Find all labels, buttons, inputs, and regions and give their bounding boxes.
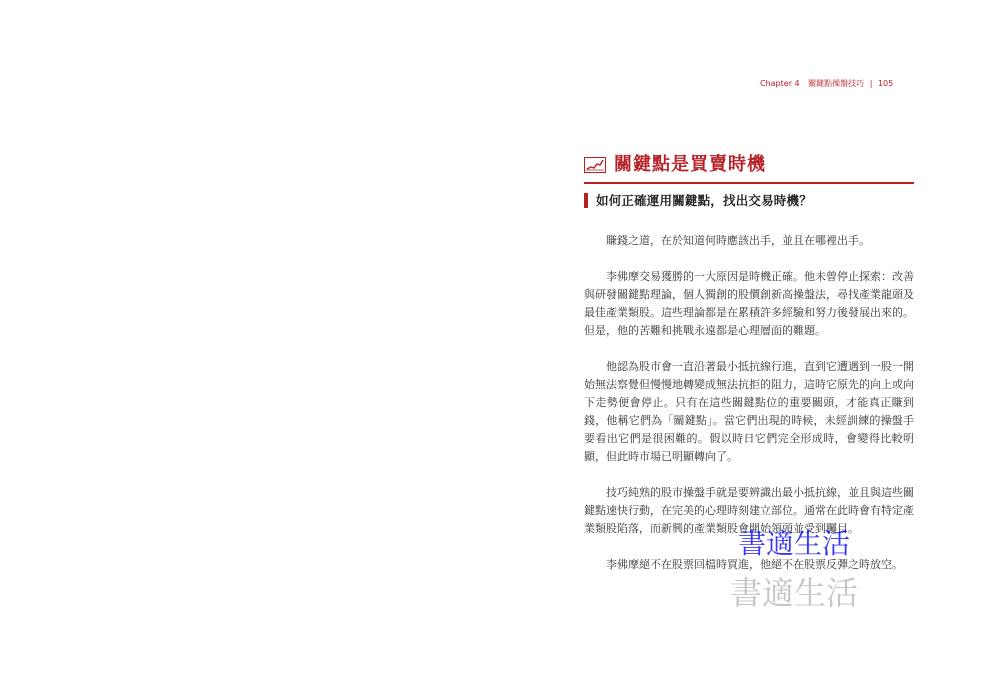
paragraph: 賺錢之道，在於知道何時應該出手，並且在哪裡出手。 xyxy=(606,234,870,247)
watermark-line-2: 書適生活 xyxy=(730,574,859,612)
header-separator: | xyxy=(869,79,873,88)
paragraph: 李佛摩交易獲勝的一大原因是時機正確。他未曾停止探索：改善與研發關鍵點理論，個人獨創的股價創新高操盤法，尋找產業龍頭及最佳產業類股。這些理論都是在累積許多經驗和努力後發展出來的。但是，他的苦難和挑戰永遠都是心理層面的難題。 xyxy=(584,270,914,337)
section-heading xyxy=(584,150,914,184)
section-rule xyxy=(584,182,914,184)
paragraph: 他認為股市會一直沿著最小抵抗線行進，直到它遭遇到一股一開始無法察覺但慢慢地轉變成無法抗拒的阻力，這時它原先的向上或向下走勢便會停止。只有在這些關鍵點位的重要關頭，才能真正賺到錢，他稱它們為「關鍵點」。當它們出現的時候，未經訓練的操盤手要看出它們是很困難的。假以時日它們完全形成時，會變得比較明顯，但此時市場已明顯轉向了。 xyxy=(584,360,914,463)
section-title: 關鍵點是買賣時機 xyxy=(614,154,766,175)
subheading-bar xyxy=(584,193,588,208)
page-number: 105 xyxy=(877,79,894,88)
chart-trend-icon xyxy=(584,157,606,173)
watermark-line-1: 書適生活 xyxy=(738,527,851,560)
subheading-text: 如何正確運用關鍵點，找出交易時機？ xyxy=(596,193,812,208)
chapter-label: Chapter 4 xyxy=(760,79,800,88)
chapter-title: 關鍵點操盤技巧 xyxy=(808,79,865,88)
subheading xyxy=(584,191,812,209)
paragraph: 技巧純熟的股市操盤手就是要辨識出最小抵抗線，並且與這些關鍵點速快行動，在完美的心理時刻建立部位。通常在此時會有特定產業類股陷落，而新興的產業類股會開始領頭並受到矚目。 xyxy=(584,486,914,535)
body-text xyxy=(584,232,914,592)
running-header xyxy=(760,78,920,89)
paragraph: 李佛摩絕不在股票回檔時買進，他絕不在股票反彈之時放空。 xyxy=(606,558,903,571)
